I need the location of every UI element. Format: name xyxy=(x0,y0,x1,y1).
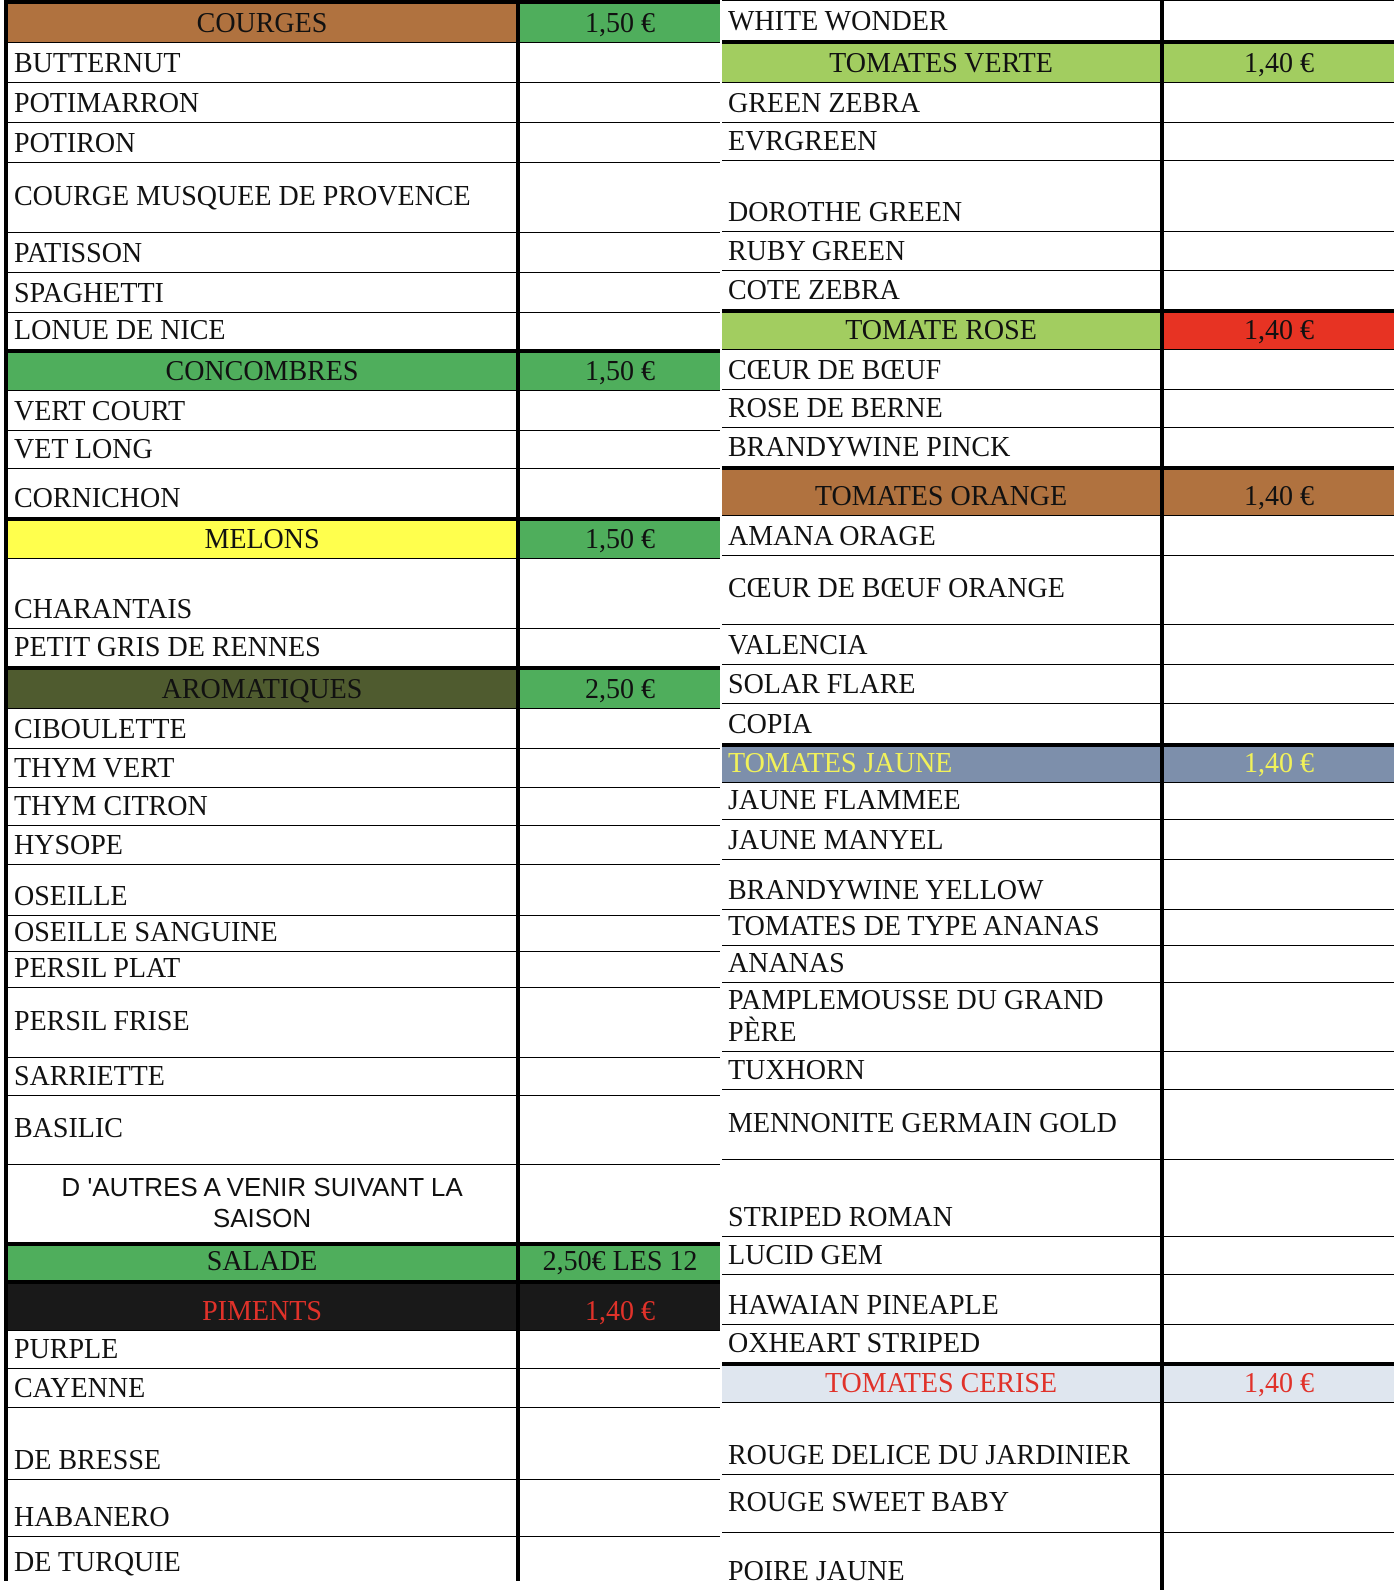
list-item xyxy=(722,1274,1394,1324)
list-item xyxy=(722,1051,1394,1089)
price-cell xyxy=(520,559,720,628)
list-item xyxy=(4,1479,720,1536)
item-name: HYSOPE xyxy=(8,826,520,864)
list-item xyxy=(4,312,720,349)
header-melons xyxy=(4,517,720,558)
item-name: HAWAIAN PINEAPLE xyxy=(722,1275,1164,1324)
item-name: DOROTHE GREEN xyxy=(722,161,1164,231)
item-name: PETIT GRIS DE RENNES xyxy=(8,629,520,666)
price-cell xyxy=(520,43,720,82)
price-cell xyxy=(520,83,720,122)
price-cell xyxy=(1164,350,1394,389)
price-cell xyxy=(520,916,720,951)
item-name: ROUGE DELICE DU JARDINIER xyxy=(722,1403,1164,1474)
list-item xyxy=(722,1159,1394,1236)
list-item xyxy=(722,909,1394,945)
price-cell xyxy=(1164,820,1394,859)
header-tomate-rose xyxy=(722,309,1394,349)
item-name: THYM VERT xyxy=(8,749,520,787)
item-name: JAUNE FLAMMEE xyxy=(722,783,1164,819)
price-cell xyxy=(520,629,720,666)
item-name: BUTTERNUT xyxy=(8,43,520,82)
list-item xyxy=(4,430,720,468)
item-name: PERSIL PLAT xyxy=(8,952,520,987)
category-title: CONCOMBRES xyxy=(8,353,520,390)
price-cell xyxy=(520,123,720,162)
list-item xyxy=(722,160,1394,231)
price-cell xyxy=(1164,556,1394,624)
category-price: 1,40 € xyxy=(1164,313,1394,349)
list-item xyxy=(722,624,1394,664)
price-cell xyxy=(1164,1325,1394,1362)
category-price: 1,40 € xyxy=(1164,44,1394,82)
price-cell xyxy=(1164,860,1394,909)
price-cell xyxy=(1164,83,1394,122)
list-item xyxy=(722,1089,1394,1159)
price-cell xyxy=(1164,1090,1394,1159)
category-price: 1,40 € xyxy=(1164,470,1394,515)
price-cell xyxy=(520,1331,720,1368)
list-item xyxy=(4,748,720,787)
price-cell xyxy=(1164,1403,1394,1474)
list-item xyxy=(4,122,720,162)
item-name: AMANA ORAGE xyxy=(722,516,1164,555)
list-item xyxy=(722,982,1394,1051)
category-title: PIMENTS xyxy=(8,1284,520,1330)
category-title: TOMATES VERTE xyxy=(722,44,1164,82)
item-name: TOMATES DE TYPE ANANAS xyxy=(722,910,1164,945)
category-title: MELONS xyxy=(8,521,520,558)
list-item xyxy=(722,945,1394,982)
list-item xyxy=(4,272,720,312)
price-cell xyxy=(520,273,720,312)
price-cell xyxy=(1164,1275,1394,1324)
list-item xyxy=(4,825,720,864)
price-cell xyxy=(520,313,720,349)
item-name: JAUNE MANYEL xyxy=(722,820,1164,859)
price-cell xyxy=(520,865,720,915)
list-item xyxy=(722,1324,1394,1362)
category-title: TOMATES ORANGE xyxy=(722,470,1164,515)
price-cell xyxy=(1164,1533,1394,1590)
list-item xyxy=(722,1532,1394,1590)
item-name: POTIMARRON xyxy=(8,83,520,122)
list-item xyxy=(4,1407,720,1479)
item-name: BRANDYWINE YELLOW xyxy=(722,860,1164,909)
item-name: ANANAS xyxy=(722,946,1164,982)
price-cell xyxy=(520,826,720,864)
category-price: 1,40 € xyxy=(1164,747,1394,782)
item-name: SOLAR FLARE xyxy=(722,665,1164,703)
category-title: SALADE xyxy=(8,1246,520,1280)
aromatiques-note xyxy=(4,1164,720,1242)
list-item xyxy=(4,708,720,748)
item-name: OSEILLE SANGUINE xyxy=(8,916,520,951)
item-name: VERT COURT xyxy=(8,391,520,430)
price-cell xyxy=(1164,161,1394,231)
item-name: PURPLE xyxy=(8,1331,520,1368)
price-cell xyxy=(1164,665,1394,703)
price-cell xyxy=(1164,783,1394,819)
header-tomates-verte xyxy=(722,40,1394,82)
list-item xyxy=(722,349,1394,389)
category-price: 2,50€ LES 12 xyxy=(520,1246,720,1280)
price-cell xyxy=(1164,983,1394,1051)
price-cell xyxy=(1164,1052,1394,1089)
list-item xyxy=(4,232,720,272)
list-item xyxy=(722,703,1394,743)
price-cell xyxy=(1164,704,1394,743)
category-price: 1,50 € xyxy=(520,4,720,42)
list-item xyxy=(722,664,1394,703)
category-title: TOMATES JAUNE xyxy=(722,747,1164,782)
list-item xyxy=(722,555,1394,624)
price-cell xyxy=(520,1369,720,1407)
item-name: COURGE MUSQUEE DE PROVENCE xyxy=(8,163,520,232)
list-item xyxy=(4,42,720,82)
list-item xyxy=(722,231,1394,270)
item-name: RUBY GREEN xyxy=(722,232,1164,270)
item-name: COPIA xyxy=(722,704,1164,743)
header-tomates-jaune xyxy=(722,743,1394,782)
price-cell xyxy=(520,749,720,787)
price-cell xyxy=(1164,625,1394,664)
price-cell xyxy=(520,1408,720,1479)
price-cell xyxy=(520,1165,720,1242)
item-name: CORNICHON xyxy=(8,469,520,517)
item-name: THYM CITRON xyxy=(8,788,520,825)
list-item xyxy=(4,787,720,825)
list-item xyxy=(722,82,1394,122)
price-cell xyxy=(1164,271,1394,309)
item-name: STRIPED ROMAN xyxy=(722,1160,1164,1236)
list-item xyxy=(722,782,1394,819)
item-name: COTE ZEBRA xyxy=(722,271,1164,309)
list-item xyxy=(4,468,720,517)
item-name: PAMPLEMOUSSE DU GRAND PÈRE xyxy=(722,983,1164,1051)
list-item xyxy=(4,1095,720,1164)
price-cell xyxy=(1164,1160,1394,1236)
price-cell xyxy=(520,988,720,1057)
category-title: TOMATE ROSE xyxy=(722,313,1164,349)
item-name: DE BRESSE xyxy=(8,1408,520,1479)
item-name: MENNONITE GERMAIN GOLD xyxy=(722,1090,1164,1159)
price-cell xyxy=(520,1537,720,1581)
item-name: CAYENNE xyxy=(8,1369,520,1407)
price-cell xyxy=(1164,428,1394,466)
price-cell xyxy=(520,1096,720,1164)
header-salade xyxy=(4,1242,720,1280)
price-cell xyxy=(520,431,720,468)
category-title: AROMATIQUES xyxy=(8,670,520,708)
list-item xyxy=(4,1057,720,1095)
price-cell xyxy=(520,233,720,272)
item-name: PATISSON xyxy=(8,233,520,272)
item-name: SARRIETTE xyxy=(8,1058,520,1095)
price-cell xyxy=(1164,1,1394,40)
price-cell xyxy=(1164,516,1394,555)
price-cell xyxy=(1164,1237,1394,1274)
list-item xyxy=(722,122,1394,160)
list-item xyxy=(4,951,720,987)
category-price: 1,50 € xyxy=(520,353,720,390)
list-item xyxy=(722,1402,1394,1474)
header-aromatiques xyxy=(4,666,720,708)
list-item xyxy=(4,390,720,430)
item-name: CŒUR DE BŒUF xyxy=(722,350,1164,389)
item-name: VET LONG xyxy=(8,431,520,468)
item-name: LONUE DE NICE xyxy=(8,313,520,349)
list-item xyxy=(722,1474,1394,1532)
list-item xyxy=(722,389,1394,427)
header-tomates-cerise xyxy=(722,1362,1394,1402)
price-cell xyxy=(520,391,720,430)
list-item xyxy=(4,558,720,628)
category-title: TOMATES CERISE xyxy=(722,1366,1164,1402)
price-cell xyxy=(1164,232,1394,270)
item-name: SPAGHETTI xyxy=(8,273,520,312)
list-item xyxy=(722,427,1394,466)
price-cell xyxy=(520,788,720,825)
item-name: OSEILLE xyxy=(8,865,520,915)
header-concombres xyxy=(4,349,720,390)
item-name: POTIRON xyxy=(8,123,520,162)
category-price: 1,40 € xyxy=(520,1284,720,1330)
list-item xyxy=(4,915,720,951)
list-item xyxy=(722,819,1394,859)
price-cell xyxy=(520,1480,720,1536)
category-price: 1,50 € xyxy=(520,521,720,558)
price-cell xyxy=(1164,123,1394,160)
price-cell xyxy=(520,1058,720,1095)
item-name: CHARANTAIS xyxy=(8,559,520,628)
list-item xyxy=(4,987,720,1057)
list-item xyxy=(4,1368,720,1407)
list-item xyxy=(722,515,1394,555)
note-text: D 'AUTRES A VENIR SUIVANT LA SAISON xyxy=(8,1165,520,1242)
list-item xyxy=(722,1236,1394,1274)
list-item xyxy=(4,864,720,915)
item-name: ROSE DE BERNE xyxy=(722,390,1164,427)
price-cell xyxy=(520,469,720,517)
category-price: 1,40 € xyxy=(1164,1366,1394,1402)
item-name: EVRGREEN xyxy=(722,123,1164,160)
list-item xyxy=(4,1330,720,1368)
price-cell xyxy=(1164,1475,1394,1532)
list-item xyxy=(4,82,720,122)
price-cell xyxy=(1164,946,1394,982)
item-name: TUXHORN xyxy=(722,1052,1164,1089)
list-item xyxy=(722,270,1394,309)
item-name: ROUGE SWEET BABY xyxy=(722,1475,1164,1532)
list-item xyxy=(4,162,720,232)
item-name: PERSIL FRISE xyxy=(8,988,520,1057)
item-name: BRANDYWINE PINCK xyxy=(722,428,1164,466)
item-name: CIBOULETTE xyxy=(8,709,520,748)
item-name: VALENCIA xyxy=(722,625,1164,664)
list-item xyxy=(4,1536,720,1581)
header-tomates-orange xyxy=(722,466,1394,515)
item-name: DE TURQUIE xyxy=(8,1537,520,1581)
list-item xyxy=(4,628,720,666)
item-name: POIRE JAUNE xyxy=(722,1533,1164,1590)
list-item xyxy=(722,859,1394,909)
header-courges xyxy=(4,0,720,42)
item-name: GREEN ZEBRA xyxy=(722,83,1164,122)
item-name: HABANERO xyxy=(8,1480,520,1536)
price-cell xyxy=(520,163,720,232)
category-price: 2,50 € xyxy=(520,670,720,708)
item-name: WHITE WONDER xyxy=(722,1,1164,40)
item-name: CŒUR DE BŒUF ORANGE xyxy=(722,556,1164,624)
price-cell xyxy=(1164,390,1394,427)
price-cell xyxy=(520,709,720,748)
price-cell xyxy=(520,952,720,987)
item-name: LUCID GEM xyxy=(722,1237,1164,1274)
price-cell xyxy=(1164,910,1394,945)
item-name: BASILIC xyxy=(8,1096,520,1164)
header-piments xyxy=(4,1280,720,1330)
list-item xyxy=(722,0,1394,40)
item-name: OXHEART STRIPED xyxy=(722,1325,1164,1362)
category-title: COURGES xyxy=(8,4,520,42)
